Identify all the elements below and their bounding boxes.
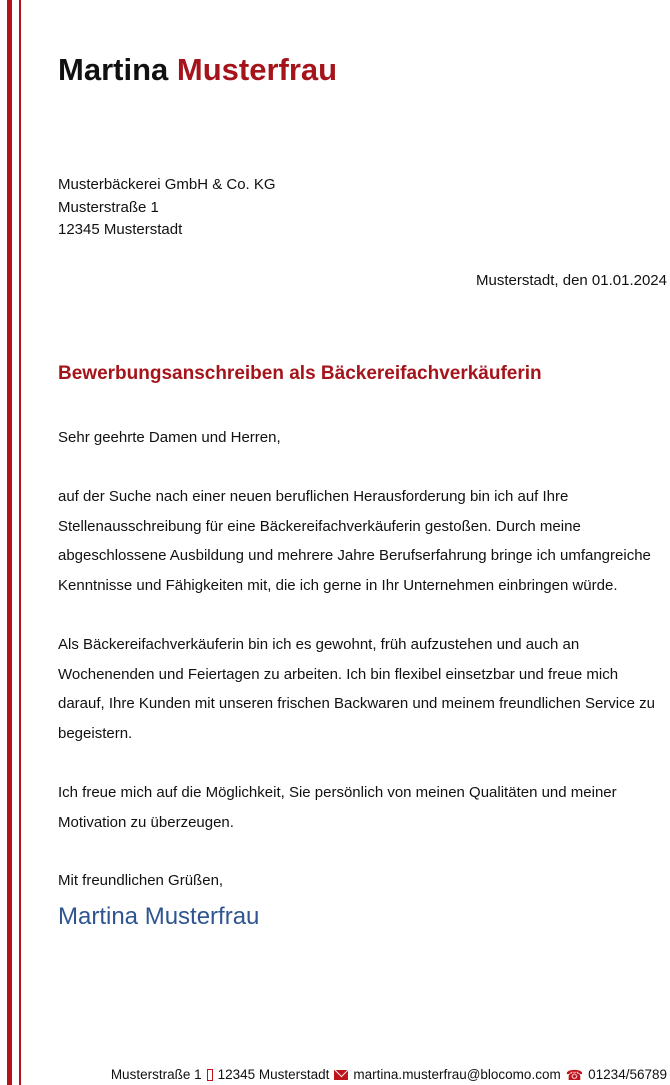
salutation: Sehr geehrte Damen und Herren, [58,429,281,446]
sender-first-name: Martina [58,52,169,87]
recipient-city: 12345 Musterstadt [58,221,183,238]
letter-subject: Bewerbungsanschreiben als Bäckereifachverkäuferin [58,363,542,384]
telephone-icon: ☎ [565,1066,584,1083]
footer-city: 12345 Musterstadt [217,1067,330,1082]
left-accent-bar-thick [7,0,12,1085]
sender-last-name: Musterfrau [176,52,338,87]
recipient-address [58,174,276,242]
envelope-icon [334,1070,348,1080]
left-accent-bar-thin [19,0,21,1085]
letter-date: Musterstadt, den 01.01.2024 [476,272,667,289]
closing-phrase: Mit freundlichen Grüßen, [58,872,224,889]
body-paragraph: Ich freue mich auf die Möglichkeit, Sie persönlich von meinen Qualitäten und meiner Motivation zu überzeugen. [58,784,617,831]
footer-street: Musterstraße 1 [110,1067,202,1082]
footer-contact [111,1066,667,1083]
recipient-street: Musterstraße 1 [58,198,159,216]
footer-phone[interactable]: 01234/56789 [588,1067,667,1082]
signature: Martina Musterfrau [58,903,260,930]
body-paragraph: Als Bäckereifachverkäuferin bin ich es gewohnt, früh aufzustehen und auch an Wochenenden und Feiertagen zu arbeiten. Ich bin flexibel einsetzbar und freue mich darauf, Ihre Kunden mit unseren frischen Backwaren und meinem freundlichen Service zu begeistern. [58,636,655,742]
address-separator-icon [207,1069,213,1081]
body-paragraph: auf der Suche nach einer neuen beruflichen Herausforderung bin ich auf Ihre Stellenausschreibung für eine Bäckereifachverkäuferin gestoßen. Durch meine abgeschlossene Ausbildung und mehrere Jahre Berufserfahrung bringe ich umfangreiche Kenntnisse und Fähigkeiten mit, die ich gerne in Ihr Unternehmen einbringen würde. [58,488,651,594]
recipient-company: Musterbäckerei GmbH & Co. KG [58,176,276,193]
footer-email[interactable]: martina.musterfrau@blocomo.com [353,1067,561,1082]
sender-name-header [58,50,337,90]
